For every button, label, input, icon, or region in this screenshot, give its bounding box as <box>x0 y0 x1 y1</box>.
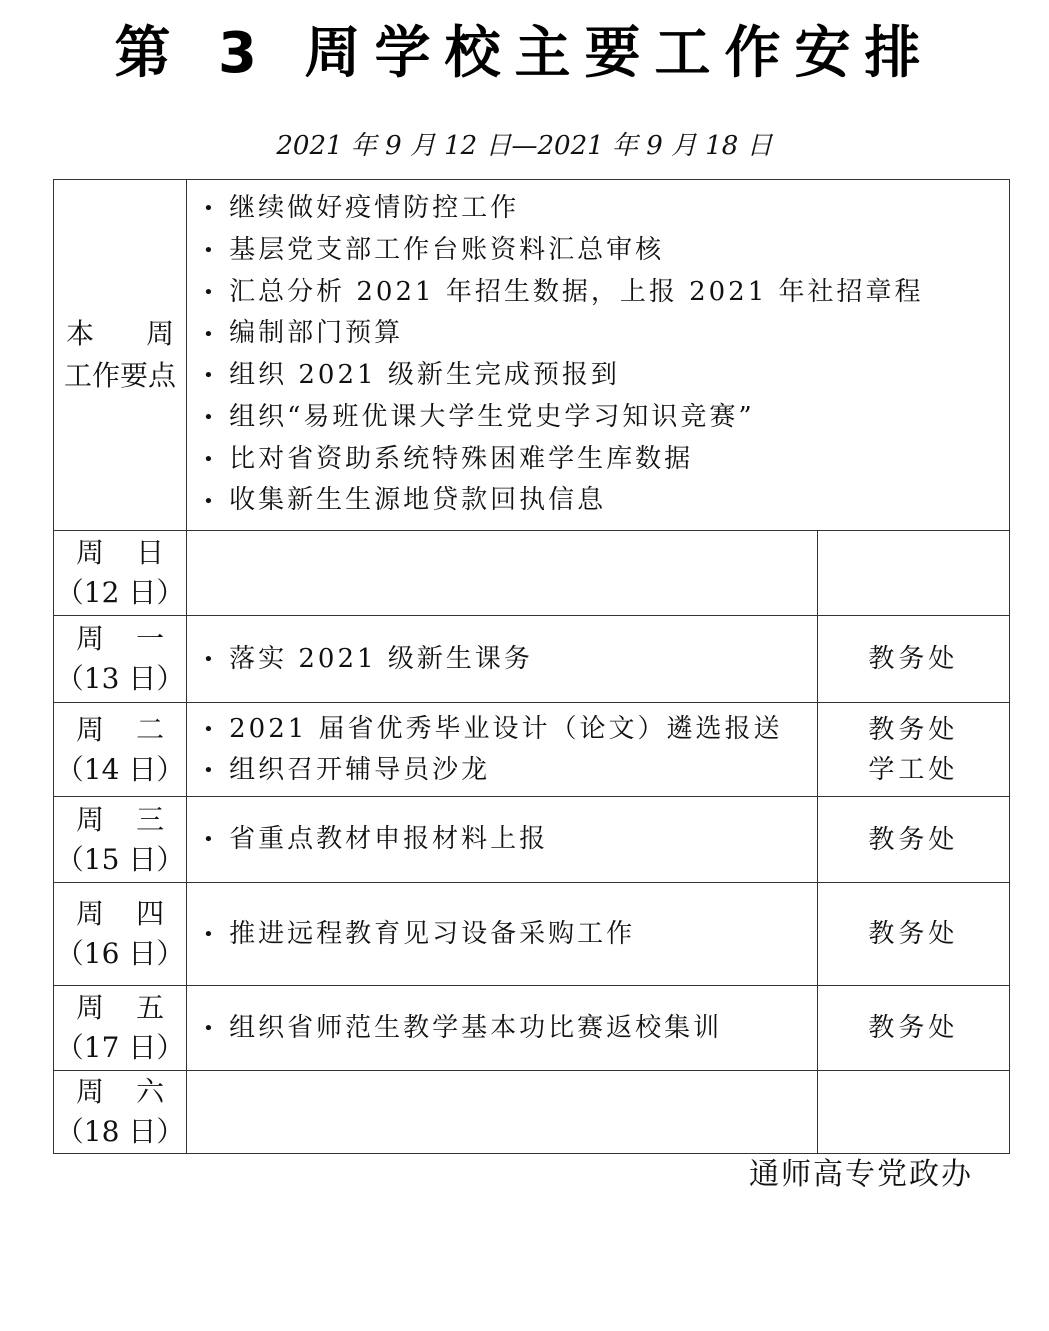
weekday-prefix: 周 <box>76 622 105 655</box>
day-dept-cell <box>817 986 1009 1071</box>
date-range: 2021 年 9 月 12 日—2021 年 9 月 18 日 <box>276 131 773 161</box>
weekday-prefix: 周 <box>76 536 105 569</box>
task-text: 推进远程教育见习设备采购工作 <box>229 918 636 949</box>
focus-item <box>203 313 1009 355</box>
task-list <box>187 639 817 680</box>
day-label-cell <box>54 703 187 797</box>
day-row <box>54 1071 1010 1154</box>
bullet-icon: • <box>203 1017 217 1039</box>
task-text: 组织省师范生教学基本功比赛返校集训 <box>229 1012 723 1043</box>
weekday-name: 六 <box>136 1075 165 1108</box>
focus-items-cell <box>187 180 1010 531</box>
weekday-name: 四 <box>136 897 165 930</box>
task-text: 省重点教材申报材料上报 <box>229 824 549 854</box>
focus-label-ben: 本 <box>66 317 95 350</box>
focus-item <box>203 439 1009 481</box>
focus-item-text: 组织“易班优课大学生党史学习知识竞赛” <box>229 401 755 432</box>
weekday-prefix: 周 <box>76 991 105 1024</box>
focus-item-text: 比对省资助系统特殊困难学生库数据 <box>229 443 694 474</box>
task-text: 2021 届省优秀毕业设计（论文）遴选报送 <box>229 713 783 744</box>
day-label-cell <box>54 1071 187 1154</box>
day-tasks-cell <box>187 883 818 986</box>
focus-item-text: 继续做好疫情防控工作 <box>229 193 520 223</box>
focus-label-zhou: 周 <box>146 317 175 350</box>
focus-row <box>54 180 1010 531</box>
weekday-prefix: 周 <box>76 712 105 746</box>
bullet-icon: • <box>203 407 217 428</box>
task-item <box>203 1008 817 1049</box>
bullet-icon: • <box>203 648 217 670</box>
focus-list <box>187 180 1009 530</box>
bullet-icon: • <box>203 448 217 470</box>
day-label-cell <box>54 797 187 883</box>
schedule-table <box>53 179 1010 1154</box>
day-tasks-cell <box>187 531 818 616</box>
bullet-icon: • <box>203 490 217 512</box>
focus-item-text: 收集新生生源地贷款回执信息 <box>229 485 607 516</box>
dept-name: 教务处 <box>868 714 959 745</box>
weekday-prefix: 周 <box>76 1075 105 1108</box>
weekday-name: 一 <box>136 622 165 655</box>
task-item <box>203 914 817 955</box>
task-text: 落实 2021 级新生课务 <box>229 643 533 674</box>
bullet-icon: • <box>203 365 217 387</box>
weekday-name: 五 <box>136 991 165 1024</box>
focus-item <box>203 272 1009 314</box>
day-tasks-cell <box>187 703 818 797</box>
task-item <box>203 639 817 680</box>
task-item <box>203 819 817 860</box>
weekday-name: 二 <box>136 712 165 746</box>
bullet-icon: • <box>203 923 217 945</box>
focus-label-cell <box>54 180 187 531</box>
focus-item <box>203 397 1009 439</box>
day-tasks-cell <box>187 1071 818 1154</box>
day-dept-cell <box>817 883 1009 986</box>
day-dept-cell <box>817 797 1009 883</box>
focus-item-text: 基层党支部工作台账资料汇总审核 <box>229 234 665 265</box>
task-list <box>187 709 817 791</box>
focus-item <box>203 188 1009 230</box>
day-tasks-cell <box>187 616 818 703</box>
focus-label-line2: 工作要点 <box>64 359 177 392</box>
day-label-cell <box>54 616 187 703</box>
focus-item-text: 汇总分析 2021 年招生数据，上报 2021 年社招章程 <box>229 276 924 307</box>
footer-signature: 通师高专党政办 <box>749 1157 973 1192</box>
day-dept-cell <box>817 703 1009 797</box>
day-tasks-cell <box>187 797 818 883</box>
day-dept-cell <box>817 616 1009 703</box>
task-list <box>187 819 817 860</box>
day-label-cell <box>54 986 187 1071</box>
day-dept-cell <box>817 531 1009 616</box>
day-row <box>54 883 1010 986</box>
day-date: （18 日） <box>55 1115 185 1148</box>
bullet-icon: • <box>203 759 217 781</box>
day-row <box>54 703 1010 797</box>
weekday-name: 日 <box>136 536 165 569</box>
page-title: 第 3 周学校主要工作安排 <box>114 21 935 86</box>
day-row <box>54 531 1010 616</box>
day-date: （16 日） <box>55 937 185 970</box>
day-date: （12 日） <box>55 576 185 609</box>
dept-name: 学工处 <box>868 754 959 785</box>
day-row <box>54 986 1010 1071</box>
bullet-icon: • <box>203 323 217 345</box>
task-text: 组织召开辅导员沙龙 <box>229 754 491 785</box>
task-item <box>203 750 817 791</box>
day-date: （17 日） <box>55 1031 185 1064</box>
day-dept-cell <box>817 1071 1009 1154</box>
weekday-prefix: 周 <box>76 802 105 836</box>
day-date: （13 日） <box>55 662 185 695</box>
focus-item <box>203 230 1009 272</box>
focus-item <box>203 355 1009 397</box>
day-date: （14 日） <box>55 752 185 786</box>
day-label-cell <box>54 531 187 616</box>
task-list <box>187 914 817 955</box>
day-tasks-cell <box>187 986 818 1071</box>
bullet-icon: • <box>203 718 217 740</box>
dept-name: 教务处 <box>868 919 959 949</box>
task-item <box>203 709 817 750</box>
dept-name: 教务处 <box>868 1013 959 1043</box>
weekday-prefix: 周 <box>76 897 105 930</box>
weekday-name: 三 <box>136 802 165 836</box>
bullet-icon: • <box>203 198 217 220</box>
task-list <box>187 1008 817 1049</box>
day-row <box>54 797 1010 883</box>
dept-name: 教务处 <box>868 644 959 674</box>
day-date: （15 日） <box>55 842 185 876</box>
dept-name: 教务处 <box>868 824 959 855</box>
bullet-icon: • <box>203 829 217 850</box>
focus-item <box>203 480 1009 522</box>
bullet-icon: • <box>203 281 217 303</box>
day-label-cell <box>54 883 187 986</box>
focus-item-text: 组织 2021 级新生完成预报到 <box>229 360 620 390</box>
focus-item-text: 编制部门预算 <box>229 318 404 349</box>
day-row <box>54 616 1010 703</box>
bullet-icon: • <box>203 240 217 261</box>
